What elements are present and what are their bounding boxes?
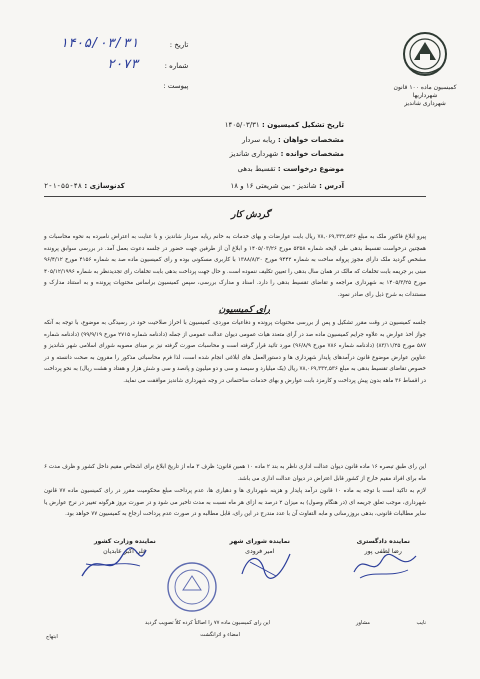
address-label: آدرس :: [319, 182, 344, 190]
respondent-label: مشخصات خوانده :: [280, 150, 344, 158]
address-row: [230, 182, 344, 190]
subject-value: تقسیط بدهی: [237, 164, 276, 173]
council-signature-scrawl-icon: [236, 548, 296, 582]
official-stamp-icon: [165, 560, 219, 614]
subject-row: [225, 162, 344, 177]
organization-name: [386, 84, 464, 108]
appeal-paragraph: این رای طبق تبصره ۱۶ ماده قانون دیوان عدالت اداری ناظر به بند ۲ ماده ۱۰ همین قانون؛ ظرف ۳ ماه از تاریخ ابلاغ برای اشخاص مقیم داخل کشور و ظرف مدت ۶ ماه برای افراد مقیم خارج از کشور قابل اعتراض در دیوان عدالت اداری می باشد.: [44, 464, 426, 482]
council-title: نماینده شورای شهر: [229, 538, 290, 545]
session-date-value: ۱۴۰۵/۰۳/۳۱: [224, 121, 260, 129]
footer-cc-line1: این رای کمیسیون ماده ۷۷ را اصالتاً کرده کلاً تصویب گردید: [144, 620, 270, 626]
footer-right-note2: مشاور: [356, 620, 370, 626]
respondent-value: شهرداری شاندیز: [229, 150, 279, 158]
ministry-name: علی اکبر عابدیان: [103, 548, 147, 555]
appellant-row: [225, 133, 344, 148]
letter-meta: [60, 34, 188, 96]
subject-label: موضوع درخواست :: [277, 164, 344, 173]
report-paragraph: پیرو ابلاغ فاکتور ملک به مبلغ ۷۸,۰۶۹,۳۳۲,۵۳۶ ریال بابت عوارضات و بهای خدمات به خانم ریابه سردار شاندیز، و با عنایت به اعتراض نامبرده به نحوه محاسبات و همچنین درخواست تقسیط بدهی طی لایحه شماره ۵۳۵۸ مورخ ۱۴۰۵/۰۳/۲۶ و ابلاغ آن از طرفین جهت حضور در جلسه دعوت بعمل آمد. در بررسی سوابق پرونده مشخص گردید ملک دارای مجوز پروانه ساخت به شماره ۹۴۴۲ مورخ ۱۳۸۸/۸/۳۰ با کاربری مسکونی بوده و رای کمیسیون ماده صد به شماره ۴۱۵۶ مورخ ۹۶/۴/۱۲ مبنی بر جریمه بابت تخلفات که مالک در همان سال بدهی را تعیین تکلیف ننموده است. و حال جهت پرداخت بدهی بابت تخلفات رای تجدیدنظر به شماره ۴۰۵/۱۲/۱۹۹۶ مورخ ۱۴۰۵/۳/۲۵ به شهرداری مراجعه و تقاضای تقسیط بدهی را دارد. اسناد و مدارک بررسی، سپس کمیسیون براساس محتویات پرونده و به استناد مدارک و مستندات به شرح ذیل رای صادر نمود.: [44, 234, 427, 298]
judiciary-name: رضا لطفی پور: [364, 548, 402, 555]
date-value: ۱۴۰۵/۰۳/۳۱: [60, 36, 139, 51]
divider: [44, 196, 426, 197]
footer-left-note: ابتهاج: [46, 634, 58, 640]
attachment-row: [60, 76, 188, 96]
respondent-row: [225, 147, 344, 162]
judiciary-title: نماینده دادگستری: [356, 538, 410, 545]
number-label: شماره :: [164, 62, 189, 70]
number-value: ۲۰۷۳: [106, 57, 139, 72]
ministry-title: نماینده وزارت کشور: [94, 538, 156, 545]
date-label: تاریخ :: [169, 41, 189, 49]
number-row: [60, 55, 188, 76]
session-date-row: [225, 118, 344, 133]
ministry-signature-scrawl-icon: [78, 546, 150, 582]
classcode-label: کدنوسازی :: [84, 182, 125, 190]
note-paragraph: لازم به تاکید است با توجه به ماده ۱۰ قانون درآمد پایدار و هزینه شهرداری ها و دهیاری ها، عدم پرداخت مبلغ محکومیت مقرر در رای کمیسیون ماده ۷۷ قانون شهرداری، موجب تعلق جریمه ای (در هنگام وصول) به میزان ۲ درصد به ازای هر ماه نسبت به مدت تاخیر می شود و در صورت بروز هرگونه تغییر در نرخ عوارض یا سایر مطالبات قانونی، بدهی بروزرسانی و مابه التفاوت آن با عدد مندرج در این رای، قابل مطالبه و در صورت عدم پرداخت ارجاع به کمیسیون ۷۷ خواهد بود.: [44, 488, 426, 517]
org-name-line1: کمیسیون ماده ۱۰۰ قانون شهرداریها: [393, 84, 457, 99]
footer-right-note1: نایب: [416, 620, 426, 626]
classcode-row: [44, 182, 125, 190]
footer-cc-line2: امضاء و اثرانگشت: [200, 632, 240, 638]
appellant-label: مشخصات خواهان :: [277, 135, 344, 144]
classcode-value: ۴۸-۵۵-۱-۲: [44, 182, 82, 190]
report-title: گردش کار: [231, 210, 270, 220]
council-name: امیر فرودی: [245, 548, 275, 555]
municipality-logo-icon: [394, 30, 456, 82]
address-value: شاندیز - بین شریعتی ۱۶ و ۱۸: [230, 182, 317, 190]
case-info: [225, 118, 344, 176]
org-name-line2: شهرداری شاندیز: [404, 100, 446, 107]
ruling-title: رای کمیسیون: [218, 305, 270, 315]
session-date-label: تاریخ تشکیل کمیسیون :: [262, 121, 344, 129]
date-row: [60, 34, 188, 55]
judiciary-signature-scrawl-icon: [350, 548, 420, 582]
attachment-label: پیوست :: [163, 82, 189, 90]
appellant-value: ریابه سردار: [241, 135, 276, 144]
ruling-paragraph: جلسه کمیسیون در وقت مقرر تشکیل و پس از بررسی محتویات پرونده و دفاعیات موردی، کمیسیون با احراز صلاحیت خود در رسیدگی به موضوع، با توجه به آنکه جواز اخذ عوارض به علاوه جرایم کمیسیون ماده صد در آرای متعدد هیات عمومی دیوان عدالت عمومی از جمله (دادنامه شماره ۲۷۱۵ مورخ ۹۹/۹/۱۹) (دادنامه شماره ۵۸۷ مورخ ۸۳/۱۱/۲۵) (دادنامه شماره ۷۸۶ مورخ ۹۶/۸/۹) مورد تائید قرار گرفته است و محاسبات صورت گرفته نیز بر مبنای مصوبه شورای اسلامی شهر شاندیز و عناوین عوارض موضوع قانون درآمدهای پایدار شهرداری ها و دستورالعمل های ابلاغی انجام شده است، لذا فرم محاسباتی مذکور را مقرون به صحت دانسته و در خصوص تقاضای تقسیط بدهی به مبلغ ۷۸,۰۶۹,۳۳۲,۵۳۶ ریال (یک میلیارد و سیصد و سی و دو میلیون و پانصد و سی و شش هزار و هفتاد و هشت ریال) به نحو پرداخت در اقساط ۳۶ ماهه بدون پیش پرداخت و کارمزد بابت عوارض و بهای خدمات ساختمانی در وجه شهرداری شاندیز موافقت می نماید.: [43, 320, 426, 384]
